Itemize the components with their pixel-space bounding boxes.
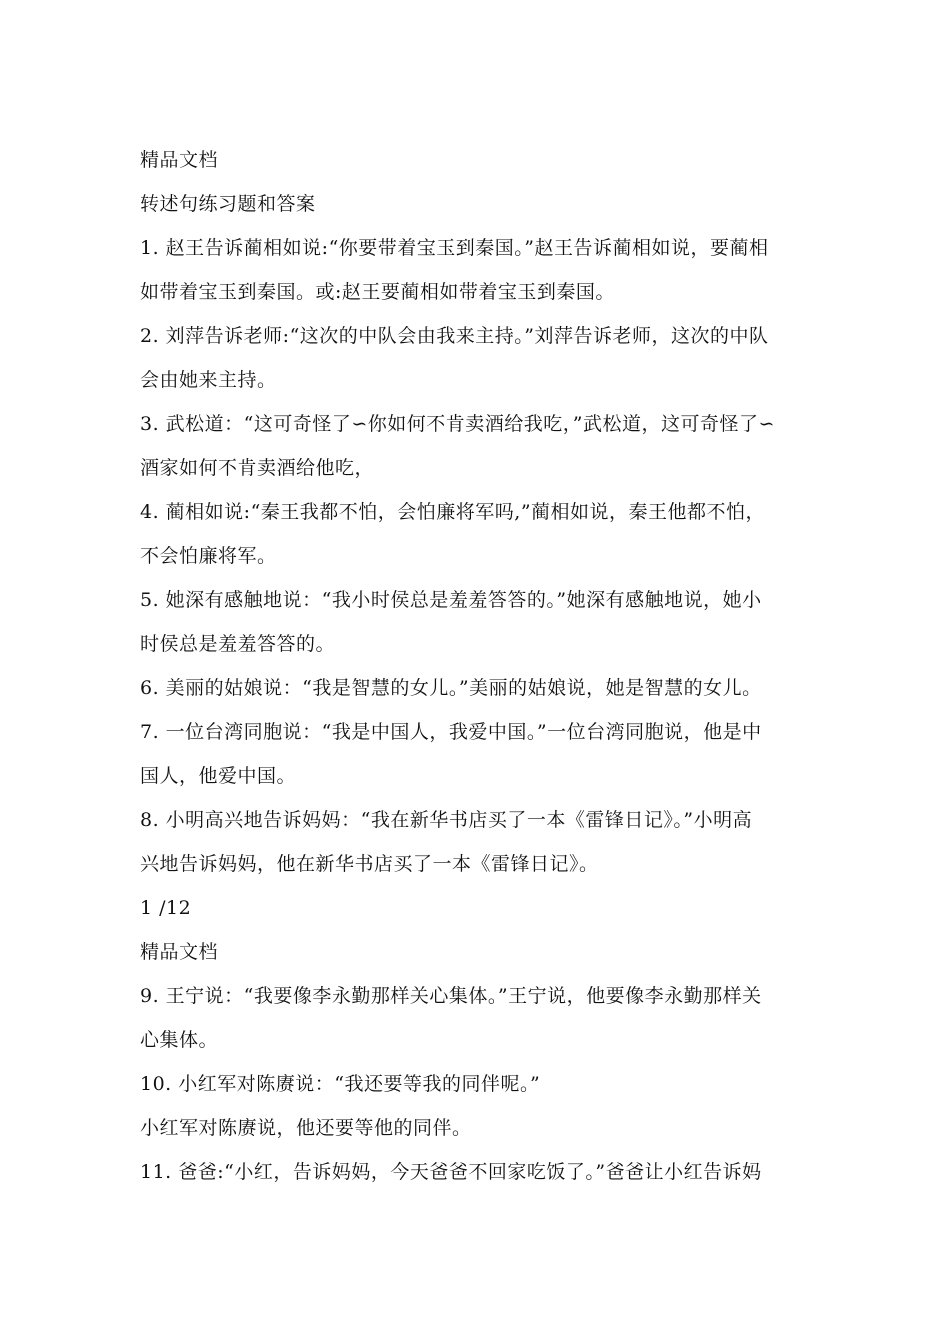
item-4-line-1: 4. 蔺相如说:“秦王我都不怕，会怕廉将军吗,”蔺相如说，秦王他都不怕，	[140, 501, 766, 523]
item-8-line-1: 8. 小明高兴地告诉妈妈：“我在新华书店买了一本《雷锋日记》。”小明高	[140, 809, 753, 831]
item-3-line-1: 3. 武松道：“这可奇怪了∽你如何不肯卖酒给我吃，”武松道，这可奇怪了∽	[140, 413, 775, 435]
item-1-line-1: 1. 赵王告诉蔺相如说:“你要带着宝玉到秦国。”赵王告诉蔺相如说，要蔺相	[140, 237, 769, 259]
page-header: 精品文档	[140, 149, 219, 171]
item-9-line-1: 9. 王宁说：“我要像李永勤那样关心集体。”王宁说，他要像李永勤那样关	[140, 985, 762, 1007]
item-5-line-2: 时侯总是羞羞答答的。	[140, 633, 336, 655]
item-9-line-2: 心集体。	[140, 1029, 219, 1051]
document-page	[140, 138, 840, 1194]
page-number: 1 /12	[140, 897, 192, 919]
item-10-line-1: 10. 小红军对陈赓说：“我还要等我的同伴呢。”	[140, 1073, 541, 1095]
item-4-line-2: 不会怕廉将军。	[140, 545, 277, 567]
item-7-line-2: 国人，他爱中国。	[140, 765, 297, 787]
document-title: 转述句练习题和答案	[140, 193, 316, 215]
item-3-line-2: 酒家如何不肯卖酒给他吃，	[140, 457, 375, 479]
item-8-line-2: 兴地告诉妈妈，他在新华书店买了一本《雷锋日记》。	[140, 853, 599, 875]
page-header-second: 精品文档	[140, 941, 219, 963]
item-6-line-1: 6. 美丽的姑娘说：“我是智慧的女儿。”美丽的姑娘说，她是智慧的女儿。	[140, 677, 762, 699]
item-11-line-1: 11. 爸爸:“小红，告诉妈妈，今天爸爸不回家吃饭了。”爸爸让小红告诉妈	[140, 1161, 762, 1183]
item-10-line-2: 小红军对陈赓说，他还要等他的同伴。	[140, 1117, 472, 1139]
item-2-line-2: 会由她来主持。	[140, 369, 277, 391]
item-5-line-1: 5. 她深有感触地说：“我小时侯总是羞羞答答的。”她深有感触地说，她小	[140, 589, 762, 611]
item-7-line-1: 7. 一位台湾同胞说：“我是中国人，我爱中国。”一位台湾同胞说，他是中	[140, 721, 762, 743]
item-2-line-1: 2. 刘萍告诉老师:“这次的中队会由我来主持。”刘萍告诉老师，这次的中队	[140, 325, 769, 347]
item-1-line-2: 如带着宝玉到秦国。或:赵王要蔺相如带着宝玉到秦国。	[140, 281, 615, 303]
